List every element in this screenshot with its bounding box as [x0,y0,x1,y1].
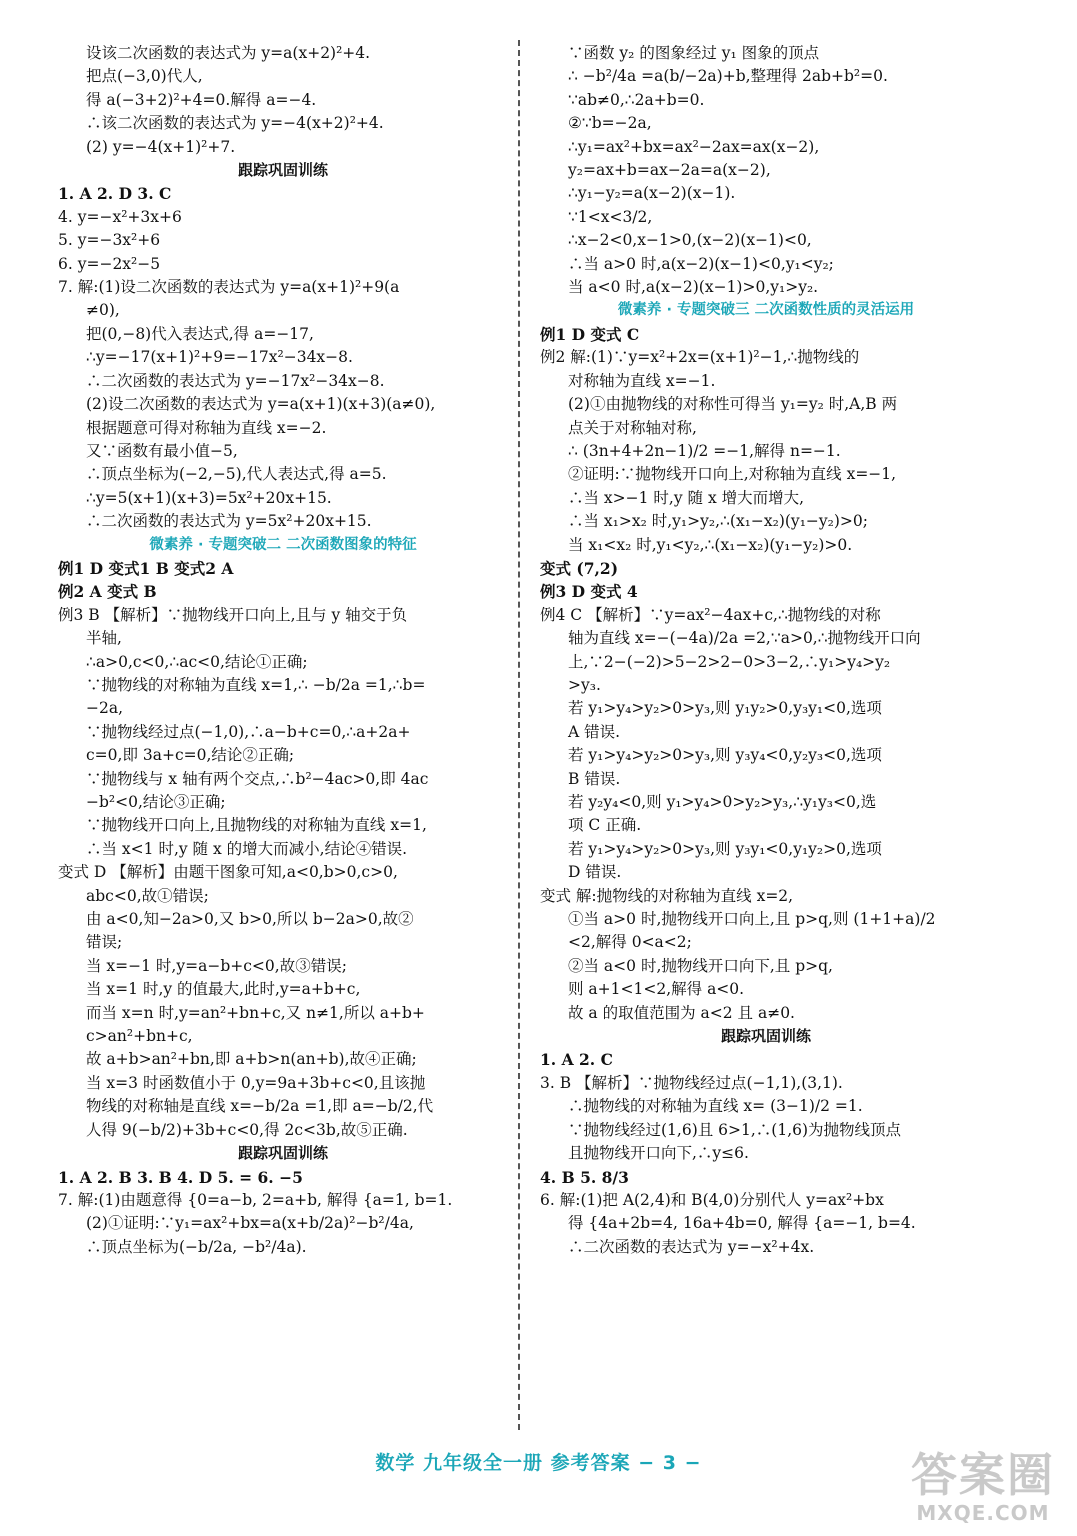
left-column-line: 4. y=−x²+3x+6 [58,207,182,226]
right-column-line: 例2 解:(1)∵y=x²+2x=(x+1)²−1,∴抛物线的 [540,348,860,367]
right-column-line: ②证明:∵抛物线开口向上,对称轴为直线 x=−1, [568,465,897,484]
right-column-line: 若 y₁>y₄>y₂>0>y₃,则 y₁y₂>0,y₃y₁<0,选项 [568,699,882,718]
right-column-line: ∴ (3n+4+2n−1)/2 =−1,解得 n=−1. [568,441,841,460]
left-column-line: 把(0,−8)代入表达式,得 a=−17, [86,324,314,343]
right-column-line: ∴当 x₁>x₂ 时,y₁>y₂,∴(x₁−x₂)(y₁−y₂)>0; [568,512,868,531]
left-answer-column [58,42,508,1259]
right-answer-column [540,42,992,1259]
right-column-line: 故 a 的取值范围为 a<2 且 a≠0. [568,1003,795,1022]
column-divider [518,40,520,1430]
left-column-line: 变式 D 【解析】由题干图象可知,a<0,b>0,c>0, [58,863,398,882]
left-column-line: 5. y=−3x²+6 [58,231,161,250]
left-column-line: ∴二次函数的表达式为 y=5x²+20x+15. [86,512,372,531]
left-column-line: ∴该二次函数的表达式为 y=−4(x+2)²+4. [86,114,384,133]
left-column-line: c=0,即 3a+c=0,结论②正确; [86,746,295,765]
left-column-line: ∴y=5(x+1)(x+3)=5x²+20x+15. [86,488,332,507]
left-column-line: 6. y=−2x²−5 [58,254,161,273]
right-column-line: 若 y₁>y₄>y₂>0>y₃,则 y₃y₁<0,y₁y₂>0,选项 [568,839,882,858]
left-column-line: 微素养 · 专题突破二 二次函数图象的特征 [149,536,417,553]
left-column-line: 把点(−3,0)代人, [86,67,203,86]
right-column-line: ∵函数 y₂ 的图象经过 y₁ 图象的顶点 [568,44,820,62]
right-column-line: 例3 D 变式 4 [540,582,638,602]
left-column-line: ∵抛物线的对称轴为直线 x=1,∴ −b/2a =1,∴b= [86,675,426,694]
right-column-line: ∴当 a>0 时,a(x−2)(x−1)<0,y₁<y₂; [568,254,834,273]
right-column-line: <2,解得 0<a<2; [568,933,692,952]
right-column-line: y₂=ax+b=ax−2a=a(x−2), [568,161,771,180]
right-column-line: 变式 解:抛物线的对称轴为直线 x=2, [540,886,794,905]
right-column-line: 1. A 2. C [540,1050,613,1070]
left-column-line: ∵抛物线与 x 轴有两个交点,∴b²−4ac>0,即 4ac [86,769,429,788]
right-column-line: ∵抛物线经过(1,6)且 6>1,∴(1,6)为抛物线顶点 [568,1120,902,1139]
left-column-line: 跟踪巩固训练 [237,1144,328,1163]
left-column-line: 例3 B 【解析】∵抛物线开口向上,且与 y 轴交于负 [58,605,408,624]
left-column-line: 物线的对称轴是直线 x=−b/2a =1,即 a=−b/2,代 [86,1097,434,1116]
left-column-line: 半轴, [86,629,122,648]
right-column-line: ∴ −b²/4a =a(b/−2a)+b,整理得 2ab+b²=0. [568,67,888,86]
left-column-line: 人得 9(−b/2)+3b+c<0,得 2c<3b,故⑤正确. [86,1120,408,1139]
watermark-sub-text: MXQE.COM [916,1501,1050,1525]
left-column-line: 1. A 2. B 3. B 4. D 5. = 6. −5 [58,1167,303,1187]
left-column-line: ∵抛物线开口向上,且抛物线的对称轴为直线 x=1, [86,816,427,835]
right-column-line: 例4 C 【解析】∵y=ax²−4ax+c,∴抛物线的对称 [540,605,881,624]
left-column-line: ∴顶点坐标为(−2,−5),代人表达式,得 a=5. [86,465,387,484]
right-column-line: 上,∵2−(−2)>5−2>2−0>3−2,∴y₁>y₄>y₂ [568,652,891,671]
left-column-line: 当 x=3 时函数值小于 0,y=9a+3b+c<0,且该抛 [86,1073,426,1092]
right-column-line: 对称轴为直线 x=−1. [568,371,716,390]
left-column-line: 设该二次函数的表达式为 y=a(x+2)²+4. [86,44,371,62]
right-column-line: 点关于对称轴对称, [568,418,697,437]
left-column-line: 跟踪巩固训练 [237,161,328,180]
page-footer: 数学 九年级全一册 参考答案 − 3 − [375,1452,702,1474]
left-column-line: 当 x=−1 时,y=a−b+c<0,故③错误; [86,956,347,975]
right-column-line: ∴y₁−y₂=a(x−2)(x−1). [568,184,736,203]
left-column-line: c>an²+bn+c, [86,1027,193,1046]
left-column-line: 当 x=1 时,y 的值最大,此时,y=a+b+c, [86,980,361,999]
right-column-line: 当 x₁<x₂ 时,y₁<y₂,∴(x₁−x₂)(y₁−y₂)>0. [568,535,853,554]
right-column-line: ②当 a<0 时,抛物线开口向下,且 p>q, [568,956,833,975]
right-column-line: 微素养 · 专题突破三 二次函数性质的灵活运用 [617,302,915,319]
left-column-line: 例1 D 变式1 B 变式2 A [58,558,234,578]
right-column-line: ∵ab≠0,∴2a+b=0. [568,90,705,109]
left-column-line: abc<0,故①错误; [86,886,209,905]
right-column-line: (2)①由抛物线的对称性可得当 y₁=y₂ 时,A,B 两 [568,395,898,414]
right-column-line: 若 y₂y₄<0,则 y₁>y₄>0>y₂>y₃,∴y₁y₃<0,选 [568,793,877,811]
right-column-line: 4. B 5. 8/3 [540,1167,629,1187]
right-column-line: ②∵b=−2a, [568,114,652,133]
right-column-line: ∴当 x>−1 时,y 随 x 增大而增大, [568,488,805,507]
right-column-line: >y₃. [568,675,601,694]
watermark-main-text: 答案圈 [911,1448,1055,1502]
left-column-line: ∴二次函数的表达式为 y=−17x²−34x−8. [86,371,385,390]
left-column-line: ∴当 x<1 时,y 随 x 的增大而减小,结论④错误. [86,839,408,858]
left-column-line: ≠0), [86,301,120,320]
watermark-logo [902,1448,1064,1528]
right-column-line: 变式 (7,2) [540,558,619,578]
left-column-line: 由 a<0,知−2a>0,又 b>0,所以 b−2a>0,故② [86,910,414,929]
left-column-line: 而当 x=n 时,y=an²+bn+c,又 n≠1,所以 a+b+ [86,1003,425,1022]
right-column-line: B 错误. [568,769,621,788]
right-column-line: ∴二次函数的表达式为 y=−x²+4x. [568,1237,815,1256]
right-column-line: 当 a<0 时,a(x−2)(x−1)>0,y₁>y₂. [568,278,819,297]
right-column-line: ∴x−2<0,x−1>0,(x−2)(x−1)<0, [568,231,812,250]
left-column-line: 故 a+b>an²+bn,即 a+b>n(an+b),故④正确; [86,1050,417,1069]
right-column-line: ①当 a>0 时,抛物线开口向上,且 p>q,则 (1+1+a)/2 [568,910,936,929]
left-column-line: ∴a>0,c<0,∴ac<0,结论①正确; [86,652,308,671]
right-column-line: 若 y₁>y₄>y₂>0>y₃,则 y₃y₄<0,y₂y₃<0,选项 [568,746,882,765]
left-column-line: ∴顶点坐标为(−b/2a, −b²/4a). [86,1237,307,1256]
right-column-line: ∴抛物线的对称轴为直线 x= (3−1)/2 =1. [568,1097,863,1116]
right-column-line: 得 {4a+2b=4, 16a+4b=0, 解得 {a=−1, b=4. [568,1214,916,1233]
left-column-line: (2)设二次函数的表达式为 y=a(x+1)(x+3)(a≠0), [86,395,436,414]
left-column-line: 根据题意可得对称轴为直线 x=−2. [86,418,327,437]
right-column-line: 且抛物线开口向下,∴y≤6. [568,1144,749,1163]
left-column-line: 1. A 2. D 3. C [58,184,172,204]
right-column-line: 例1 D 变式 C [540,324,640,344]
left-column-line: 7. 解:(1)由题意得 {0=a−b, 2=a+b, 解得 {a=1, b=1. [58,1190,453,1209]
left-column-line: 错误; [86,933,123,952]
right-column-line: ∵1<x<3/2, [568,207,653,226]
right-column-line: A 错误. [568,722,621,741]
left-column-line: 得 a(−3+2)²+4=0.解得 a=−4. [86,90,317,109]
left-column-line: 例2 A 变式 B [58,582,157,602]
right-column-line: 跟踪巩固训练 [720,1027,811,1046]
left-column-line: −2a, [86,699,124,718]
right-column-line: 3. B 【解析】∵抛物线经过点(−1,1),(3,1). [540,1073,843,1092]
left-column-line: 又∵函数有最小值−5, [86,441,238,460]
left-column-line: −b²<0,结论③正确; [86,793,226,811]
right-column-line: 项 C 正确. [568,816,642,835]
left-column-line: (2)①证明:∵y₁=ax²+bx=a(x+b/2a)²−b²/4a, [86,1214,414,1233]
left-column-line: 7. 解:(1)设二次函数的表达式为 y=a(x+1)²+9(a [58,278,400,297]
right-column-line: ∴y₁=ax²+bx=ax²−2ax=ax(x−2), [568,137,820,156]
left-column-line: (2) y=−4(x+1)²+7. [86,137,236,156]
right-column-line: 6. 解:(1)把 A(2,4)和 B(4,0)分别代人 y=ax²+bx [540,1190,884,1209]
left-column-line: ∴y=−17(x+1)²+9=−17x²−34x−8. [86,348,353,367]
right-column-line: 轴为直线 x=−(−4a)/2a =2,∵a>0,∴抛物线开口向 [568,629,921,648]
left-column-line: ∵抛物线经过点(−1,0),∴a−b+c=0,∴a+2a+ [86,722,411,741]
right-column-line: 则 a+1<1<2,解得 a<0. [568,980,745,999]
right-column-line: D 错误. [568,863,622,882]
